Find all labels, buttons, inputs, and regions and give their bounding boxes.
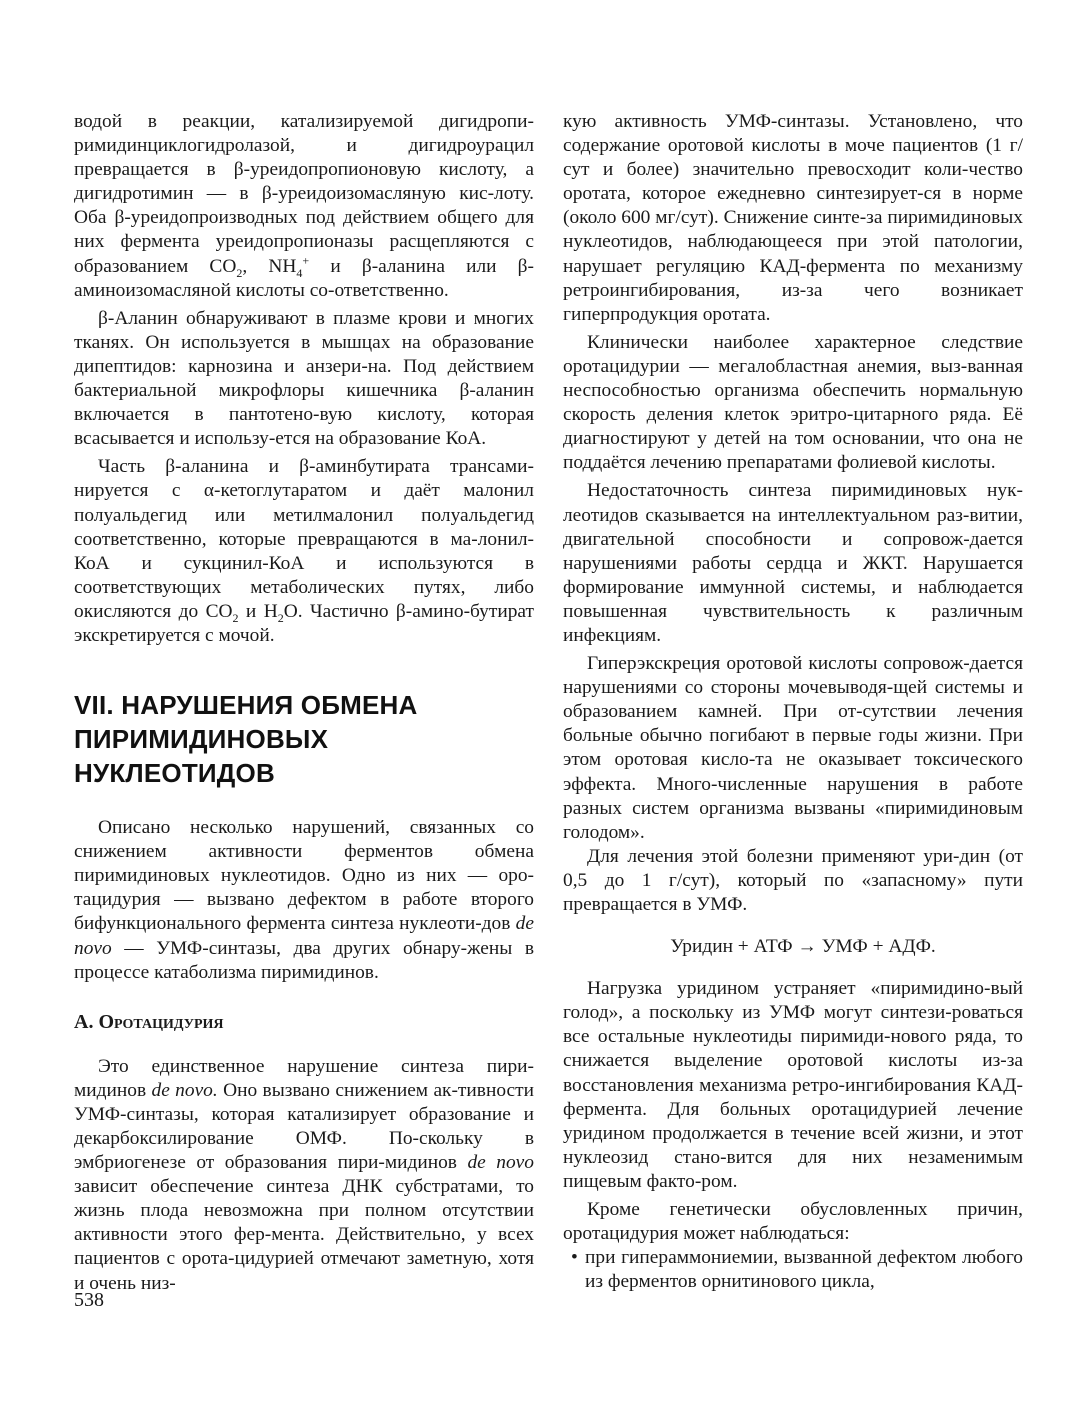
paragraph-text: . Частично β-амино-бутират экскретируется с мочой. [74,600,534,646]
paragraph-text: Это единственное нарушение синтеза пири-мидинов [74,1055,534,1101]
list-item [563,1246,1023,1294]
formula-co2: CO [209,255,237,277]
subscript: 4 [296,265,303,280]
section-heading [74,1009,534,1035]
paragraph-text: Оно вызвано снижением ак-тивности УМФ-синтазы, которая катализирует образование и декарбоксилирование ОМФ. По-скольку в эмбриогенезе от образования пири-мидинов [74,1079,534,1174]
paragraph-intro-disorders [74,816,534,985]
paragraph-orotaciduria [74,1055,534,1296]
paragraph-hyperexcretion: Гиперэкскреция оротовой кислоты сопровож-дается нарушениями со стороны мочевыводя-щей системы и образованием камней. При от-сутствии лечения больные обычно погибают в первые годы жизни. При этом оротовая кисло-та не оказывает токсического эффекта. Много-численные нарушения в работе разных систем организма вызваны «пиримидиновым голодом». [563,653,1023,843]
paragraph-text: зависит обеспечение синтеза ДНК субстратами, то жизнь плода невозможна при полном отсутствии активности этого фер-мента. Действительно, у всех пациентов с орота-цидурией отмечают заметную, хотя и очень низ- [74,1176,534,1294]
list-item-text: при гипераммониемии, вызванной дефектом любого из ферментов орнитинового цикла, [585,1247,1023,1293]
chapter-heading-line: ПИРИМИДИНОВЫХ [74,724,329,755]
bullet-icon: • [571,1247,578,1269]
page-number: 538 [74,1289,104,1311]
separator: , [242,255,248,277]
paragraph-text: и β-аланина или β-аминоизомасляной кислоты со-ответственно. [74,255,534,301]
paragraph-ump-synthase: кую активность УМФ-синтазы. Установлено, что содержание оротовой кислоты в моче пациентов (1 г/сут и более) значительно превосходит коли-чество оротата, которое ежедневно синтезирует-ся в норме (около 600 мг/сут). Снижение синте-за пиримидиновых нуклеотидов, наблюдающееся при этой патологии, нарушает регуляцию КАД-фермента по механизму ретроингибирования, из-за чего возникает гиперпродукция оротата. [563,111,1023,325]
section-title: Оротацидурия [98,1010,224,1033]
subscript: 2 [277,610,284,625]
paragraph-text: Описано несколько нарушений, связанных со снижением активности ферментов обмена пиримидиновых нуклеотидов. Одно из них — оро-тацидурия — вызвано дефектом в работе второго бифункционального фермента синтеза нуклеоти-дов [74,817,534,935]
chapter-heading-line: НУКЛЕОТИДОВ [74,758,275,789]
italic-term: de novo [74,913,534,959]
superscript: + [302,253,310,268]
formula-nh4: NH [268,255,297,277]
formula-h2o-o: O [283,600,298,622]
right-column [563,110,1023,1294]
paragraph-text: — УМФ-синтазы, два других обнару-жены в процессе катаболизма пиримидинов. [74,937,534,983]
chapter-heading-line: VII. НАРУШЕНИЯ ОБМЕНА [74,690,418,721]
subscript: 2 [236,265,243,280]
paragraph-treatment: Для лечения этой болезни применяют ури-дин (от 0,5 до 1 г/сут), который по «запасному» пути превращается в УМФ. [563,845,1023,915]
left-column [74,110,534,1296]
subscript: 2 [232,610,239,625]
paragraph-development: Недостаточность синтеза пиримидиновых нук-леотидов сказывается на интеллектуальном раз-витии, двигательной способности и сопровож-дается нарушениями работы сердца и ЖКТ. Нарушается формирование иммунной системы, и наблюдается повышенная чувствительность к различным инфекциям. [563,480,1023,646]
section-letter: А. [74,1010,94,1033]
reaction-equation: Уридин + АТФ → УМФ + АДФ. [670,936,936,958]
paragraph-transamination [74,455,534,648]
formula-h2o: H [263,600,278,622]
paragraph-text: водой в реакции, катализируемой дигидропи-римидинциклогидролазой, и дигидроурацил превращается в β-уреидопропионовую кислоту, а дигидротимин — в β-уреидоизомасляную кис-лоту. Оба β-уреидопроизводных под действием общего для них фермента уреидопропионазы расщепляются с образованием [74,111,534,277]
paragraph-other-causes: Кроме генетически обусловленных причин, оротацидурия может наблюдаться: [563,1199,1023,1245]
paragraph-anemia: Клинически наиболее характерное следствие оротацидурии — мегалобластная анемия, выз-ванная неспособностью организма обеспечить нормальную скорость деления клеток эритро-цитарного ряда. Её диагностируют у детей на том основании, что она не поддаётся лечению препаратами фолиевой кислоты. [563,331,1023,474]
italic-term: de novo. [151,1079,218,1101]
chapter-heading [74,688,534,790]
conjunction: и [245,600,257,622]
formula-co2: CO [205,600,233,622]
paragraph-text: Часть β-аланина и β-аминбутирата трансами-нируется с α-кетоглутаратом и даёт малонил полуальдегид или метилмалонил полуальдегид соответственно, которые превращаются в ма-лонил-КоА и сукцинил-КоА и используются в соответствующих метаболических путях, либо окисляются до [74,456,534,622]
paragraph-uridine-load: Нагрузка уридином устраняет «пиримидино-вый голод», а поскольку из УМФ могут синтези-роваться все остальные нуклеотиды пиримиди-нового ряда, то снижается выделение оротовой кислоты из-за восстановления механизма ретро-ингибирования КАД-фермента. Для больных оротацидурией лечение уридином продолжается в течение всей жизни, и этот нуклеозид стано-вится для них незаменимым пищевым факто-ром. [563,978,1023,1192]
paragraph-beta-alanine: β-Аланин обнаруживают в плазме крови и многих тканях. Он используется в мышцах на образование дипептидов: карнозина и анзери-на. Под действием бактериальной микрофлоры кишечника β-аланин включается в пантотено-вую кислоту, которая всасывается и использу-ется на образование КоА. [74,307,534,450]
paragraph-beta-ureido [74,110,534,303]
italic-term: de novo [467,1152,534,1174]
